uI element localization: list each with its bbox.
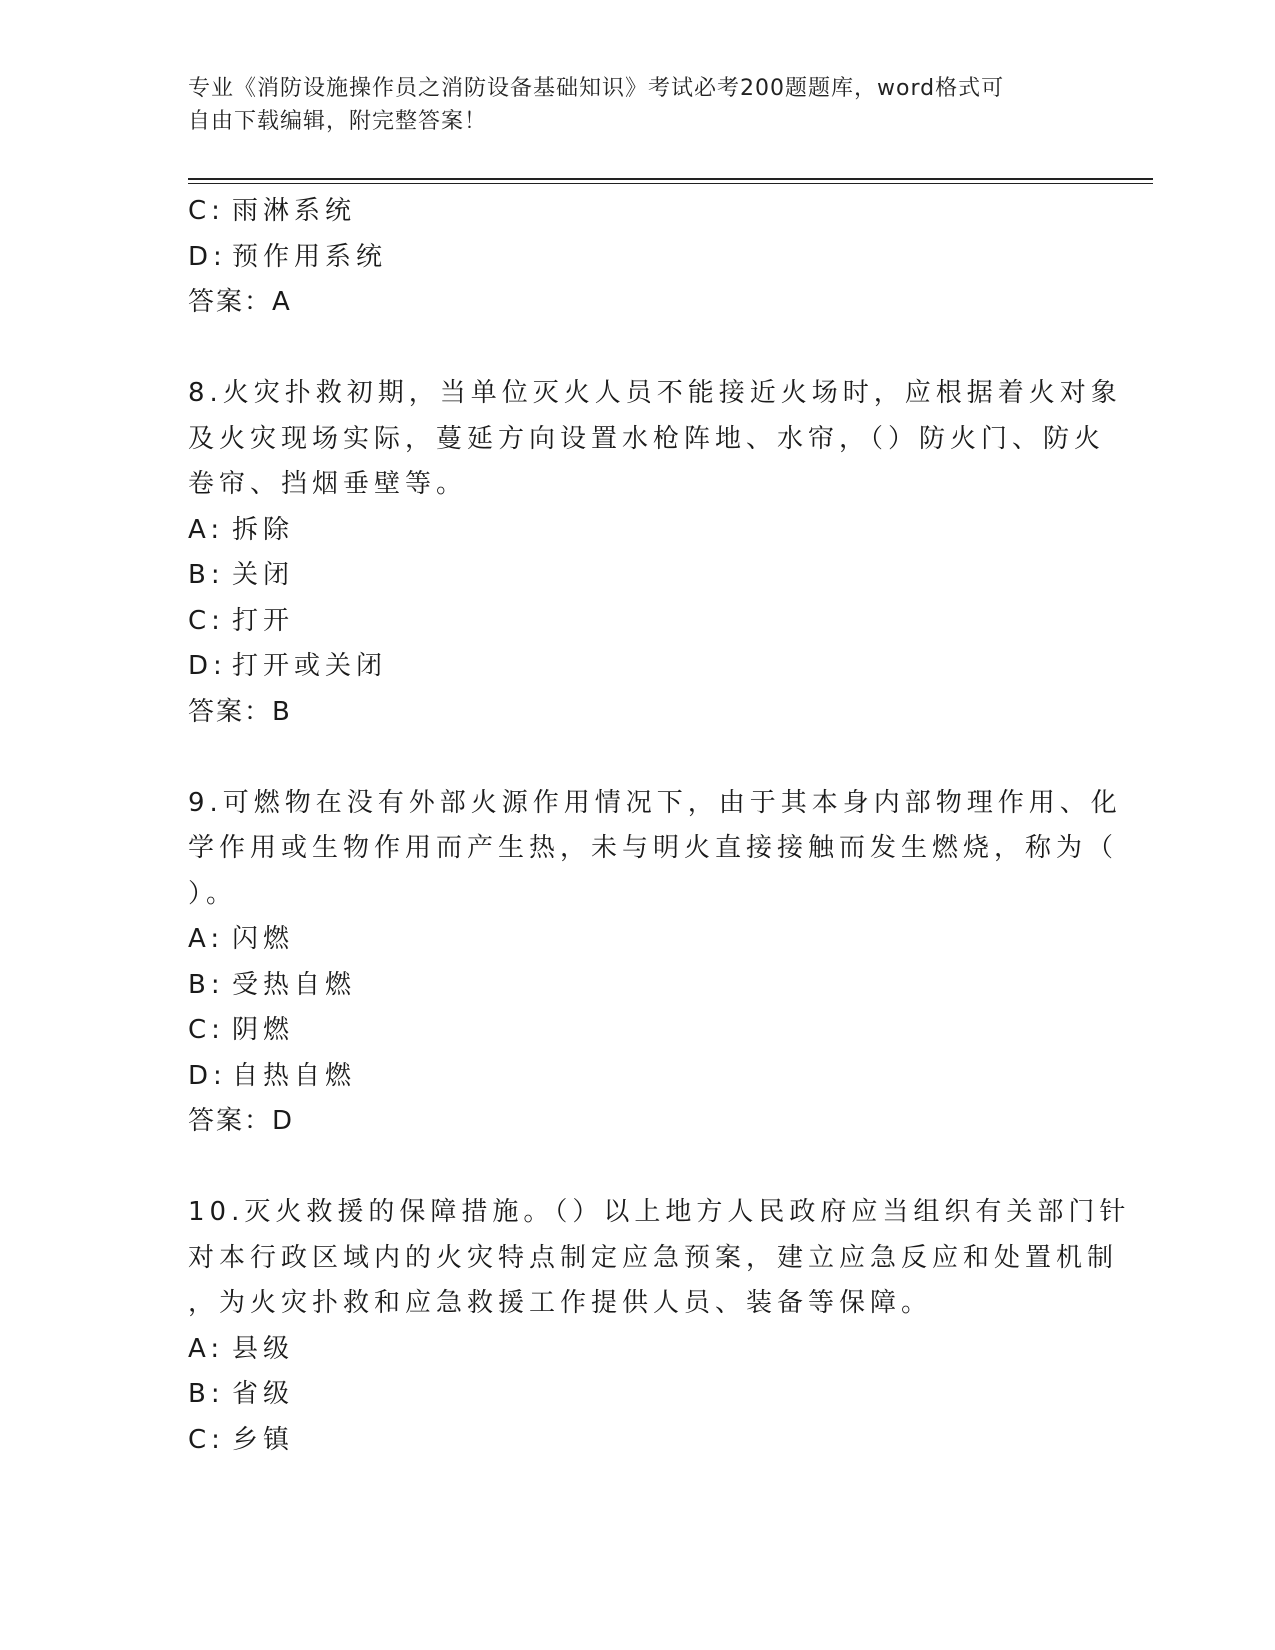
question-stem-line: ，为火灾扑救和应急救援工作提供人员、装备等保障。 — [188, 1288, 933, 1318]
header-line-1: 专业《消防设施操作员之消防设备基础知识》考试必考200题题库，word格式可 — [188, 76, 1005, 101]
option-b: B: 关闭 — [188, 560, 295, 590]
option-a: A: 闪燃 — [188, 924, 295, 954]
header-line-2: 自由下载编辑，附完整答案！ — [188, 109, 488, 134]
option-b: B: 受热自燃 — [188, 969, 357, 1000]
header-divider-thick — [188, 178, 1153, 180]
question-9 — [188, 781, 1122, 1145]
question-stem-line: 对本行政区域内的火灾特点制定应急预案，建立应急反应和处置机制 — [188, 1242, 1119, 1273]
question-stem-line: 学作用或生物作用而产生热，未与明火直接接触而发生燃烧，称为（ — [188, 833, 1119, 863]
question-stem-line: 10.灭火救援的保障措施。（）以上地方人民政府应当组织有关部门针 — [188, 1197, 1131, 1227]
question-list — [188, 189, 1131, 1463]
option-d: D: 预作用系统 — [188, 241, 388, 272]
option-c: C: 打开 — [188, 605, 295, 636]
question-stem-line: 9.可燃物在没有外部火源作用情况下，由于其本身内部物理作用、化 — [188, 787, 1122, 818]
answer-line: 答案：B — [188, 696, 292, 727]
question-stem-line: 8.火灾扑救初期，当单位灭火人员不能接近火场时，应根据着火对象 — [188, 378, 1122, 408]
option-a: A: 县级 — [188, 1333, 295, 1364]
header-divider-thin — [188, 183, 1153, 184]
question-8 — [188, 371, 1122, 735]
option-d: D: 打开或关闭 — [188, 651, 388, 681]
question-stem-line: 及火灾现场实际，蔓延方向设置水枪阵地、水帘，（）防火门、防火 — [188, 423, 1106, 454]
question-stem-line: 卷帘、挡烟垂壁等。 — [188, 469, 468, 499]
question-stem-line: ）。 — [188, 878, 238, 909]
option-b: B: 省级 — [188, 1379, 295, 1409]
answer-line: 答案：D — [188, 1106, 295, 1136]
option-d: D: 自热自燃 — [188, 1060, 357, 1091]
answer-line: 答案：A — [188, 287, 292, 317]
question-10 — [188, 1190, 1131, 1463]
option-c: C: 乡镇 — [188, 1424, 295, 1455]
option-a: A: 拆除 — [188, 514, 295, 545]
question-7-continued — [188, 189, 1068, 326]
option-c: C: 阴燃 — [188, 1015, 295, 1045]
page-header — [188, 72, 1068, 138]
option-c: C: 雨淋系统 — [188, 196, 357, 226]
